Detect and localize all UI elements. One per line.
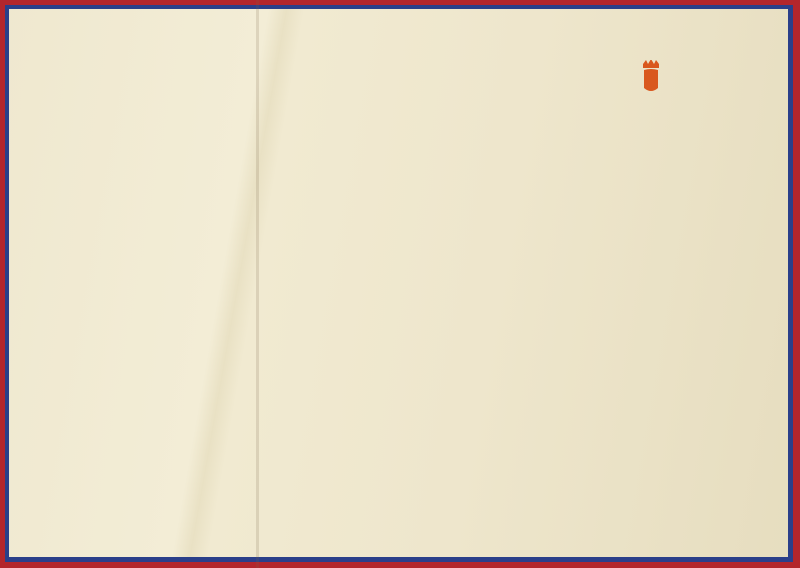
crown-lion-icon xyxy=(643,60,659,91)
fold-line xyxy=(256,0,259,568)
kwpn-logo xyxy=(640,60,790,110)
